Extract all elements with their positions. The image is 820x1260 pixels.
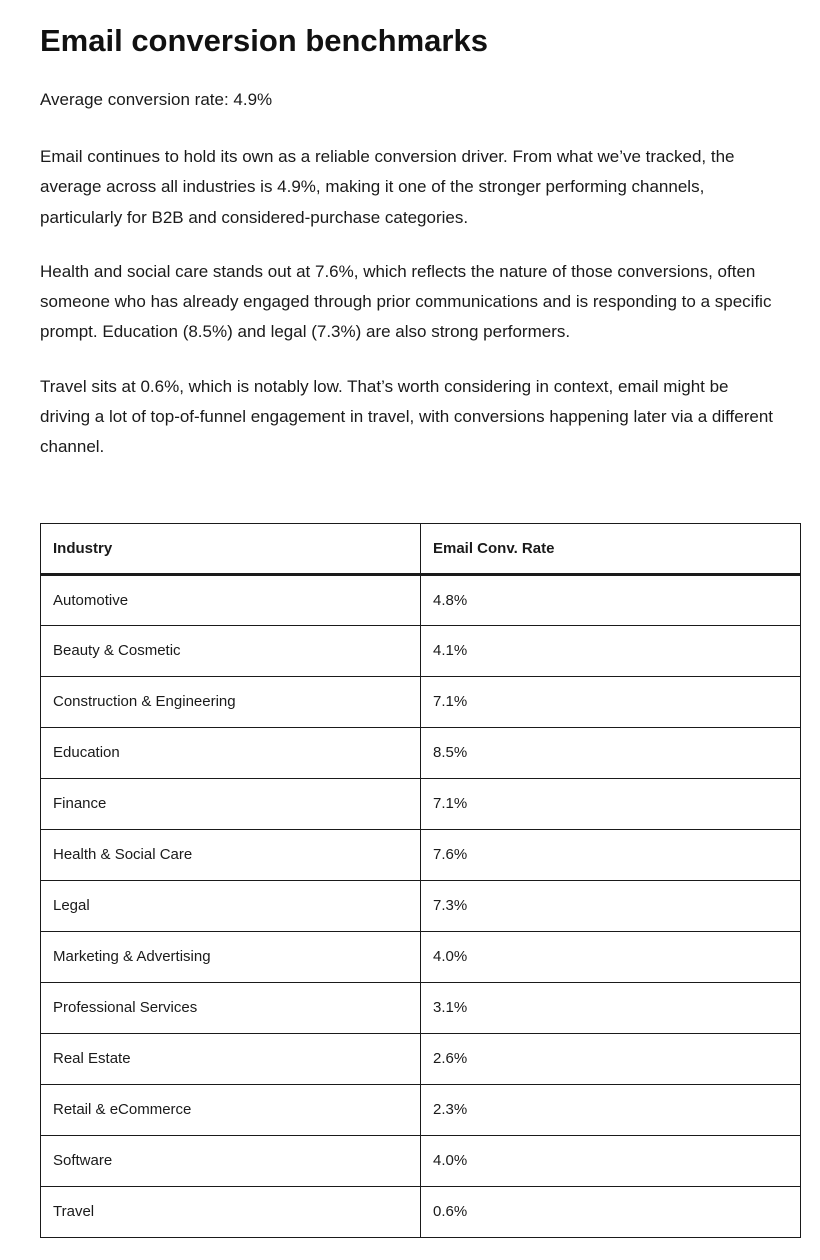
paragraph-health: Health and social care stands out at 7.6%, which reflects the nature of those conversions, often someone who has already engaged through prior communications and is responding to a specific prompt. Education (8.5%) and legal (7.3%) are also strong performers. bbox=[40, 261, 772, 342]
rate-cell: 7.1% bbox=[421, 676, 801, 727]
table-row bbox=[41, 1186, 801, 1237]
header-industry: Industry bbox=[41, 523, 421, 574]
rate-cell: 7.6% bbox=[421, 829, 801, 880]
paragraph-travel: Travel sits at 0.6%, which is notably low. That’s worth considering in context, email might be driving a lot of top-of-funnel engagement in travel, with conversions happening later via a different channel. bbox=[40, 376, 774, 457]
benchmark-table bbox=[40, 523, 801, 1238]
rate-cell: 0.6% bbox=[421, 1186, 801, 1237]
industry-cell: Beauty & Cosmetic bbox=[41, 625, 421, 676]
industry-cell: Health & Social Care bbox=[41, 829, 421, 880]
industry-cell: Retail & eCommerce bbox=[41, 1084, 421, 1135]
table-row bbox=[41, 574, 801, 625]
page-title: Email conversion benchmarks bbox=[40, 23, 488, 58]
rate-cell: 4.8% bbox=[421, 574, 801, 625]
table-header-row bbox=[41, 523, 801, 574]
rate-cell: 4.0% bbox=[421, 931, 801, 982]
rate-cell: 4.0% bbox=[421, 1135, 801, 1186]
table-row bbox=[41, 625, 801, 676]
rate-cell: 7.1% bbox=[421, 778, 801, 829]
table-row bbox=[41, 880, 801, 931]
industry-cell: Software bbox=[41, 1135, 421, 1186]
industry-cell: Construction & Engineering bbox=[41, 676, 421, 727]
industry-cell: Legal bbox=[41, 880, 421, 931]
rate-cell: 8.5% bbox=[421, 727, 801, 778]
table-row bbox=[41, 1135, 801, 1186]
table-row bbox=[41, 1084, 801, 1135]
header-email-conv-rate: Email Conv. Rate bbox=[421, 523, 801, 574]
rate-cell: 4.1% bbox=[421, 625, 801, 676]
table-row bbox=[41, 778, 801, 829]
industry-cell: Marketing & Advertising bbox=[41, 931, 421, 982]
industry-cell: Automotive bbox=[41, 574, 421, 625]
table-row bbox=[41, 829, 801, 880]
table-row bbox=[41, 931, 801, 982]
industry-cell: Education bbox=[41, 727, 421, 778]
table-row bbox=[41, 1033, 801, 1084]
paragraph-intro: Email continues to hold its own as a reliable conversion driver. From what we’ve tracked, the average across all industries is 4.9%, making it one of the stronger performing channels, particularly for B2B and considered-purchase categories. bbox=[40, 147, 735, 227]
table-row bbox=[41, 982, 801, 1033]
rate-cell: 2.6% bbox=[421, 1033, 801, 1084]
average-rate-subtitle: Average conversion rate: 4.9% bbox=[40, 90, 273, 109]
table-row bbox=[41, 727, 801, 778]
industry-cell: Real Estate bbox=[41, 1033, 421, 1084]
rate-cell: 7.3% bbox=[421, 880, 801, 931]
industry-cell: Finance bbox=[41, 778, 421, 829]
industry-cell: Travel bbox=[41, 1186, 421, 1237]
rate-cell: 2.3% bbox=[421, 1084, 801, 1135]
table-row bbox=[41, 676, 801, 727]
industry-cell: Professional Services bbox=[41, 982, 421, 1033]
rate-cell: 3.1% bbox=[421, 982, 801, 1033]
